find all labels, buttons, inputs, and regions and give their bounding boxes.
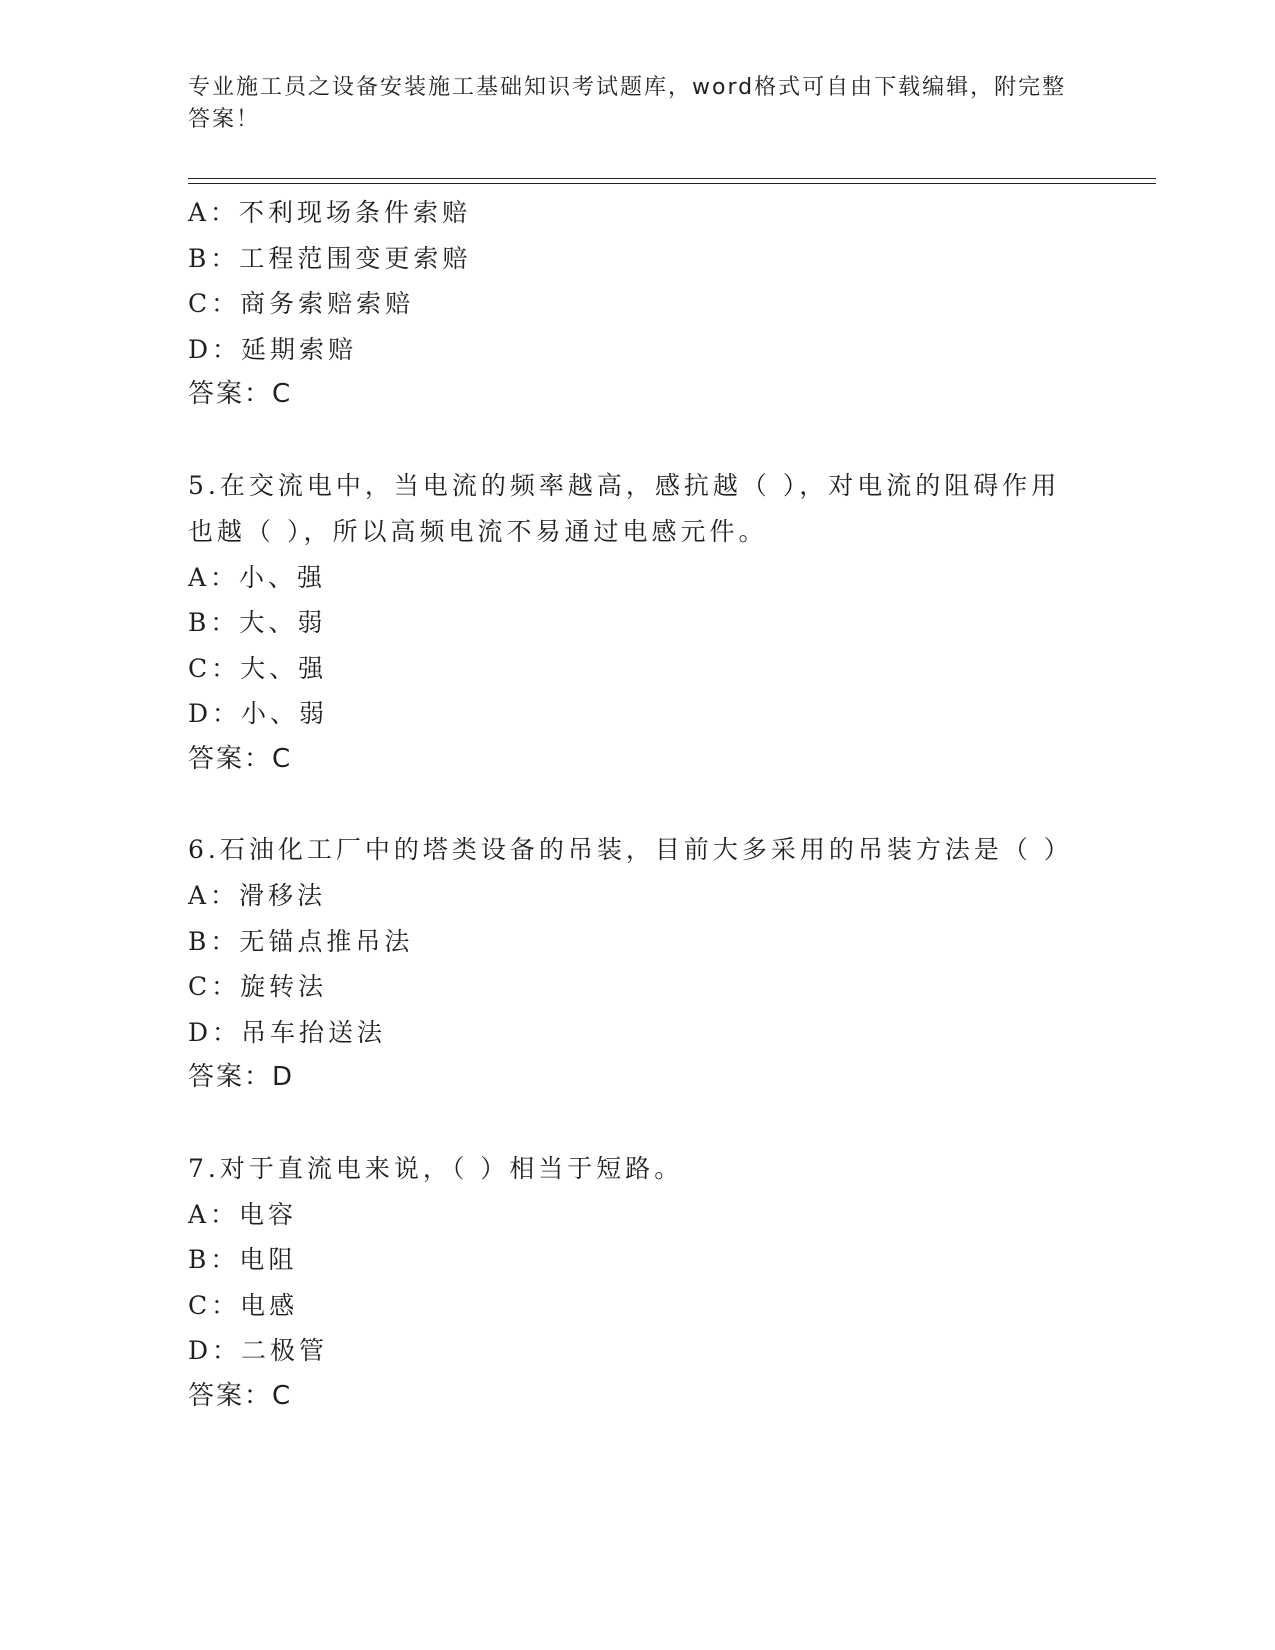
option-a: A：滑移法 <box>188 881 327 910</box>
option-b: B：工程范围变更索赔 <box>188 243 472 273</box>
spacer <box>188 782 1108 827</box>
header-rule-top <box>188 178 1156 179</box>
option-a: A：电容 <box>188 1199 298 1229</box>
header-rule-bottom <box>188 183 1156 184</box>
option-c: C：旋转法 <box>188 972 328 1001</box>
option-a: A：不利现场条件索赔 <box>188 198 472 227</box>
option-c: C：商务索赔索赔 <box>188 289 415 318</box>
option-d: D：二极管 <box>188 1336 329 1365</box>
spacer <box>188 418 1108 463</box>
option-d: D：吊车抬送法 <box>188 1017 387 1047</box>
question-content <box>188 190 1108 1419</box>
answer: 答案：C <box>188 743 293 774</box>
question-text: 6.石油化工厂中的塔类设备的吊装，目前大多采用的吊装方法是（ ） <box>188 835 1073 864</box>
option-b: B：电阻 <box>188 1245 298 1274</box>
page-header: 专业施工员之设备安装施工基础知识考试题库，word格式可自由下载编辑，附完整答案！ <box>188 75 1067 132</box>
option-b: B：无锚点推吊法 <box>188 926 414 956</box>
answer: 答案：C <box>188 379 293 409</box>
answer: 答案：D <box>188 1062 295 1092</box>
question-4-continuation <box>188 190 1108 418</box>
option-d: D：延期索赔 <box>188 334 358 364</box>
option-d: D：小、弱 <box>188 699 329 728</box>
option-c: C：大、强 <box>188 653 328 683</box>
question-6 <box>188 827 1108 1101</box>
question-text: 5.在交流电中，当电流的频率越高，感抗越（ ），对电流的阻碍作用也越（ ），所以高频电流不易通过电感元件。 <box>188 470 1061 546</box>
question-text: 7.对于直流电来说，（ ）相当于短路。 <box>188 1153 684 1183</box>
spacer <box>188 1101 1108 1146</box>
option-c: C：电感 <box>188 1290 299 1320</box>
option-b: B：大、弱 <box>188 608 327 637</box>
question-7 <box>188 1146 1108 1420</box>
question-5 <box>188 463 1108 783</box>
option-a: A：小、强 <box>188 562 327 592</box>
answer: 答案：C <box>188 1380 293 1411</box>
